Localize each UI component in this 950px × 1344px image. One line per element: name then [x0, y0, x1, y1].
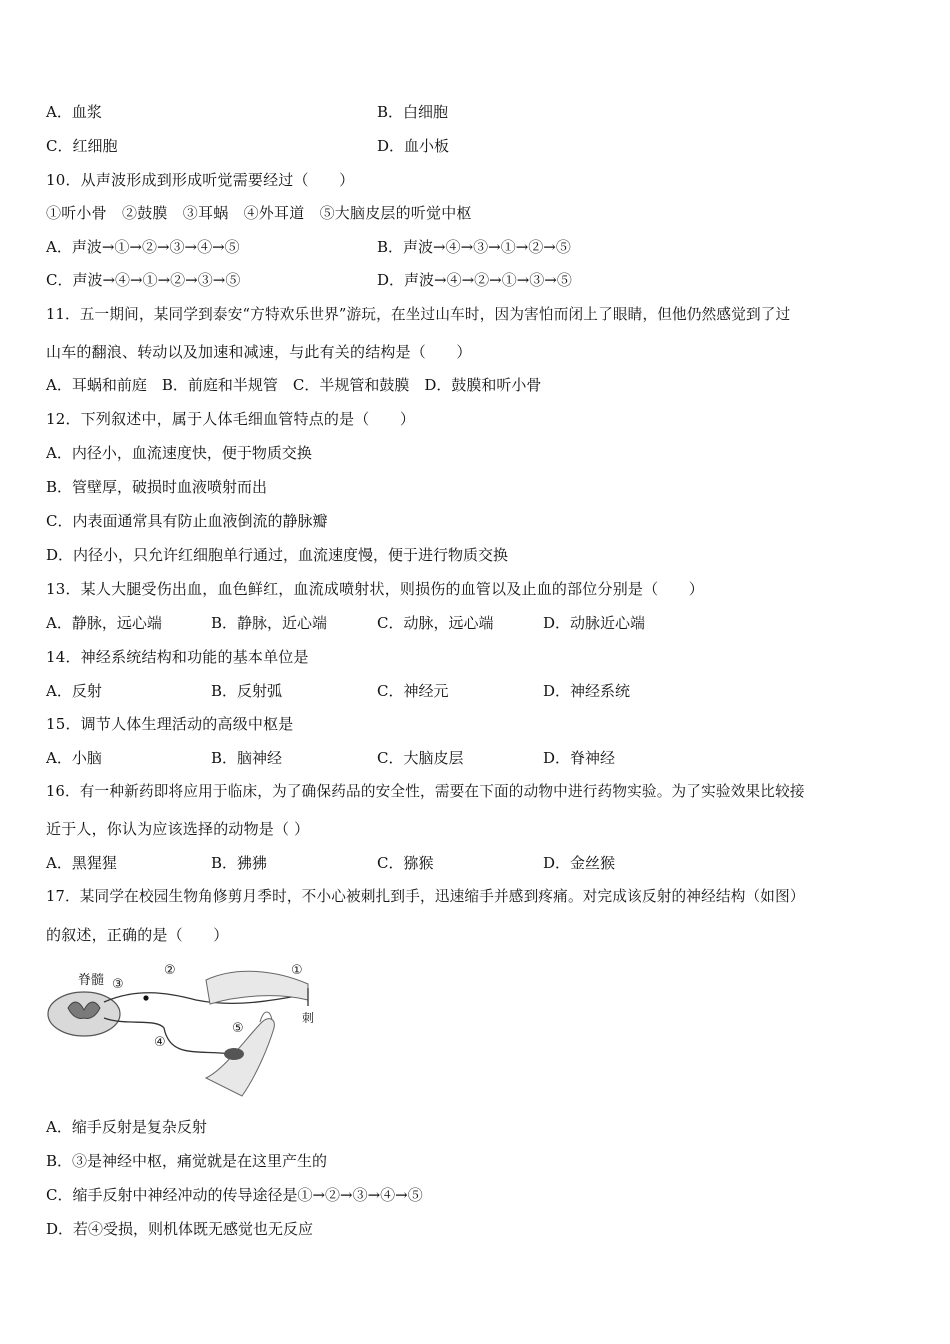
q9-option-d: D．血小板 — [377, 137, 450, 155]
q17-option-c: C．缩手反射中神经冲动的传导途径是①→②→③→④→⑤ — [46, 1186, 423, 1204]
q9-option-c: C．红细胞 — [46, 137, 118, 155]
q16-stem-line1: 16．有一种新药即将应用于临床，为了确保药品的安全性，需要在下面的动物中进行药物实验。为了实验效果比较接 — [46, 783, 805, 800]
muscle-shape — [224, 1048, 244, 1060]
q16-option-a: A．黑猩猩 — [46, 854, 117, 872]
q11-stem-line1: 11．五一期间，某同学到泰安“方特欢乐世界”游玩，在坐过山车时，因为害怕而闭上了眼睛，但他仍然感觉到了过 — [46, 306, 791, 323]
q9-option-b: B．白细胞 — [377, 103, 449, 121]
q14-option-d: D．神经系统 — [543, 682, 631, 700]
q10-stem: 10．从声波形成到形成听觉需要经过（ ） — [46, 171, 355, 189]
label-5: ⑤ — [232, 1021, 244, 1036]
label-thorn: 刺 — [302, 1011, 315, 1025]
q10-option-c: C．声波→④→①→②→③→⑤ — [46, 271, 241, 289]
q13-option-b: B．静脉，近心端 — [211, 614, 328, 632]
q17-stem-line1: 17．某同学在校园生物角修剪月季时，不小心被刺扎到手，迅速缩手并感到疼痛。对完成该反射的神经结构（如图） — [46, 888, 805, 905]
q12-option-b: B．管壁厚，破损时血液喷射而出 — [46, 478, 268, 496]
label-1: ① — [291, 963, 303, 978]
q15-option-d: D．脊神经 — [543, 749, 616, 767]
q11-stem-line2: 山车的翻浪、转动以及加速和减速，与此有关的结构是（ ） — [46, 343, 472, 361]
q10-items: ①听小骨 ②鼓膜 ③耳蜗 ④外耳道 ⑤大脑皮层的听觉中枢 — [46, 204, 472, 222]
label-2: ② — [164, 963, 176, 978]
label-spine: 脊髓 — [78, 973, 105, 988]
q13-option-d: D．动脉近心端 — [543, 614, 646, 632]
q10-option-d: D．声波→④→②→①→③→⑤ — [377, 271, 572, 289]
q15-option-b: B．脑神经 — [211, 749, 283, 767]
q13-option-a: A．静脉，远心端 — [46, 614, 162, 632]
q15-option-a: A．小脑 — [46, 749, 102, 767]
ganglion-dot — [143, 995, 148, 1000]
q12-stem: 12．下列叙述中，属于人体毛细血管特点的是（ ） — [46, 410, 416, 428]
label-4: ④ — [154, 1035, 166, 1050]
q17-option-a: A．缩手反射是复杂反射 — [46, 1118, 207, 1136]
q17-stem-line2: 的叙述，正确的是（ ） — [46, 926, 229, 944]
motor-nerve-line — [104, 1018, 232, 1054]
q14-option-b: B．反射弧 — [211, 682, 283, 700]
q11-options: A．耳蜗和前庭 B．前庭和半规管 C．半规管和鼓膜 D．鼓膜和听小骨 — [46, 376, 542, 394]
q17-option-d: D．若④受损，则机体既无感觉也无反应 — [46, 1220, 314, 1238]
q15-stem: 15．调节人体生理活动的高级中枢是 — [46, 715, 294, 733]
q10-option-b: B．声波→④→③→①→②→⑤ — [377, 238, 571, 256]
q13-option-c: C．动脉，远心端 — [377, 614, 494, 632]
q15-option-c: C．大脑皮层 — [377, 749, 464, 767]
q17-option-b: B．③是神经中枢，痛觉就是在这里产生的 — [46, 1152, 328, 1170]
q16-stem-line2: 近于人，你认为应该选择的动物是（ ） — [46, 820, 310, 838]
reflex-arc-figure — [46, 958, 326, 1103]
q14-stem: 14．神经系统结构和功能的基本单位是 — [46, 648, 309, 666]
q12-option-d: D．内径小，只允许红细胞单行通过，血流速度慢，便于进行物质交换 — [46, 546, 509, 564]
q16-option-b: B．狒狒 — [211, 854, 268, 872]
q16-option-c: C．猕猴 — [377, 854, 434, 872]
q10-option-a: A．声波→①→②→③→④→⑤ — [46, 238, 240, 256]
q16-option-d: D．金丝猴 — [543, 854, 616, 872]
q9-option-a: A．血浆 — [46, 103, 102, 121]
q14-option-c: C．神经元 — [377, 682, 449, 700]
q12-option-a: A．内径小，血流速度快，便于物质交换 — [46, 444, 312, 462]
q14-option-a: A．反射 — [46, 682, 102, 700]
q13-stem: 13．某人大腿受伤出血，血色鲜红，血流成喷射状，则损伤的血管以及止血的部位分别是（ ） — [46, 580, 704, 598]
q12-option-c: C．内表面通常具有防止血液倒流的静脉瓣 — [46, 512, 328, 530]
label-3: ③ — [112, 977, 124, 992]
